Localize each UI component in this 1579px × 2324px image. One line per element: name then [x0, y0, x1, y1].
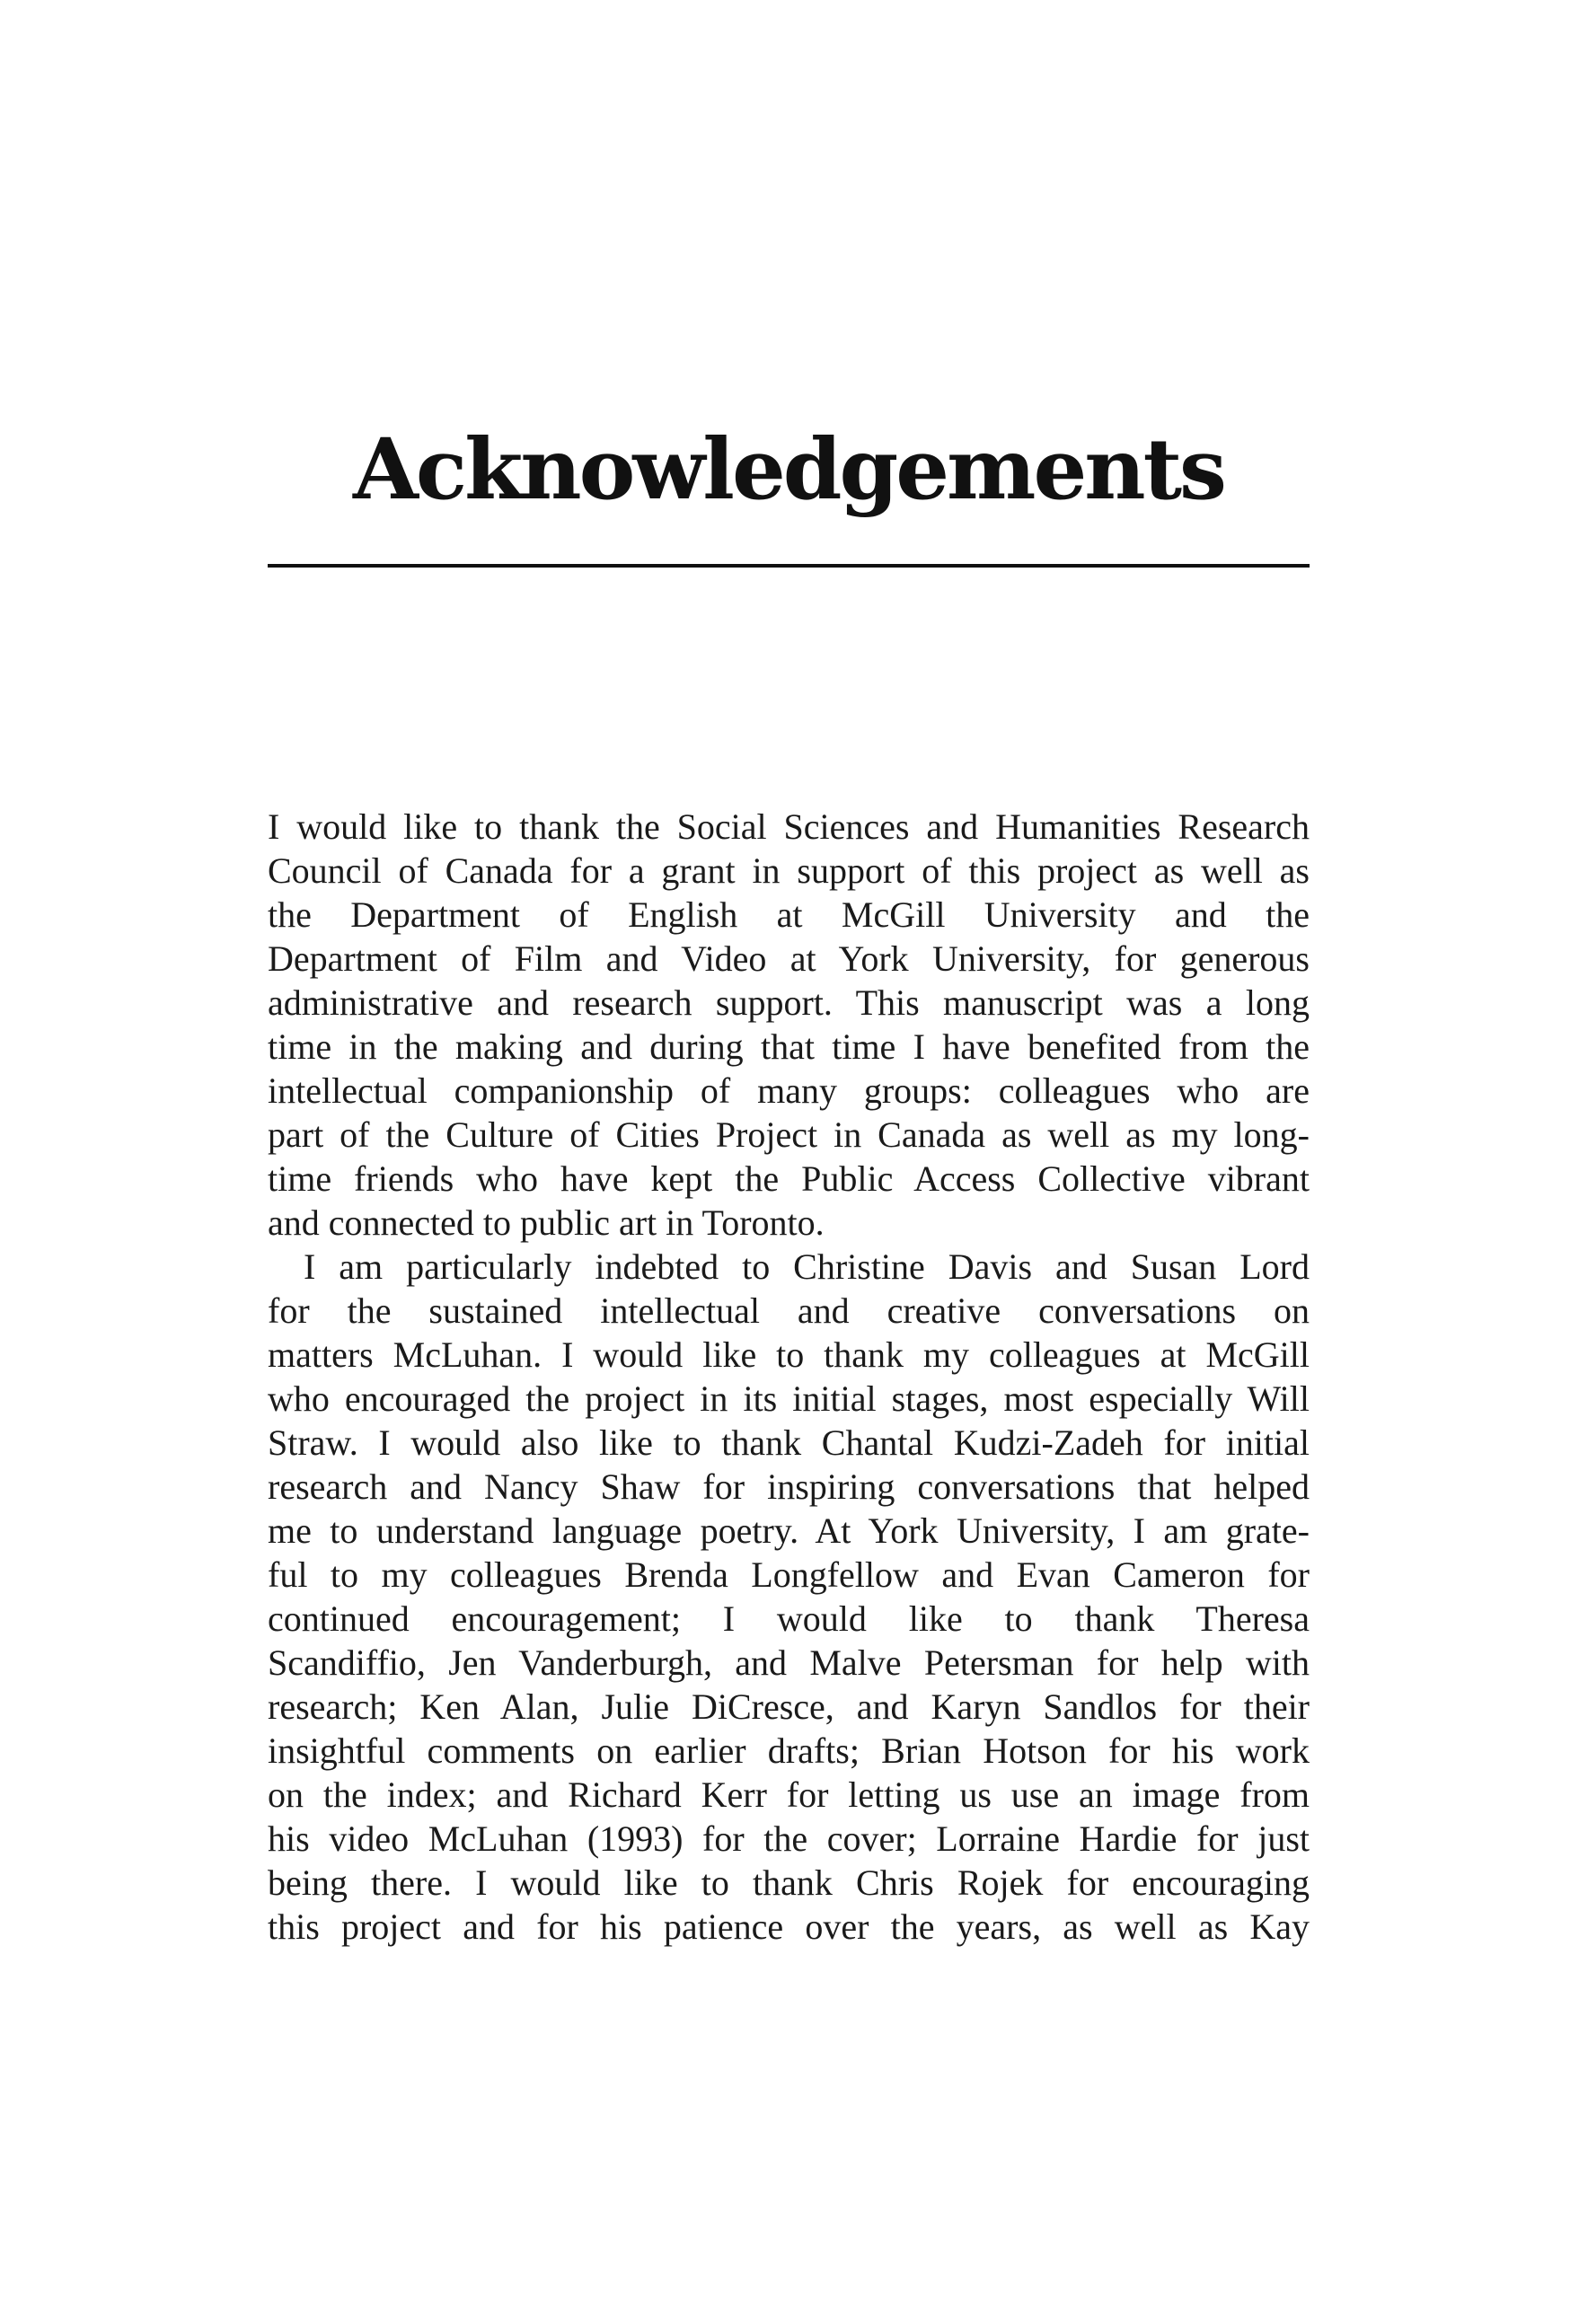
text-line: Scandiffio, Jen Vanderburgh, and Malve Petersman for help with — [268, 1642, 1310, 1683]
text-line: Council of Canada for a grant in support of this project as well as — [268, 850, 1310, 891]
text-line: research and Nancy Shaw for inspiring conversations that helped — [268, 1466, 1310, 1507]
page-title: Acknowledgements — [353, 420, 1224, 519]
text-line: research; Ken Alan, Julie DiCresce, and Karyn Sandlos for their — [268, 1686, 1310, 1727]
text-line: Department of Film and Video at York University, for generous — [268, 938, 1310, 979]
text-line: administrative and research support. This manuscript was a long — [268, 982, 1310, 1023]
title-rule — [268, 564, 1310, 568]
acknowledgements-body — [268, 805, 1310, 1949]
text-line: continued encouragement; I would like to thank Theresa — [268, 1598, 1310, 1639]
text-line: on the index; and Richard Kerr for letting us use an image from — [268, 1774, 1310, 1815]
text-line: intellectual companionship of many groups: colleagues who are — [268, 1070, 1310, 1111]
text-line: and connected to public art in Toronto. — [268, 1202, 825, 1243]
text-line: being there. I would like to thank Chris Rojek for encouraging — [268, 1862, 1310, 1903]
text-line: time in the making and during that time I have benefited from the — [268, 1026, 1310, 1067]
text-line: this project and for his patience over the years, as well as Kay — [268, 1906, 1310, 1947]
text-line: matters McLuhan. I would like to thank my colleagues at McGill — [268, 1334, 1310, 1375]
text-line: Straw. I would also like to thank Chantal Kudzi-Zadeh for initial — [268, 1422, 1310, 1463]
text-line: time friends who have kept the Public Access Collective vibrant — [268, 1158, 1310, 1199]
text-line: the Department of English at McGill University and the — [268, 894, 1310, 935]
text-line: ful to my colleagues Brenda Longfellow and Evan Cameron for — [268, 1554, 1310, 1595]
paragraph-1 — [268, 805, 1310, 1245]
text-line: me to understand language poetry. At York University, I am grate- — [268, 1510, 1310, 1551]
paragraph-2 — [268, 1245, 1310, 1949]
text-line: I would like to thank the Social Sciences and Humanities Research — [268, 806, 1310, 847]
text-line: for the sustained intellectual and creative conversations on — [268, 1290, 1310, 1331]
text-line: his video McLuhan (1993) for the cover; Lorraine Hardie for just — [268, 1818, 1310, 1859]
text-line: part of the Culture of Cities Project in Canada as well as my long- — [268, 1114, 1310, 1155]
text-line: who encouraged the project in its initial stages, most especially Will — [268, 1378, 1310, 1419]
text-line: I am particularly indebted to Christine Davis and Susan Lord — [304, 1246, 1310, 1287]
text-line: insightful comments on earlier drafts; Brian Hotson for his work — [268, 1730, 1310, 1771]
